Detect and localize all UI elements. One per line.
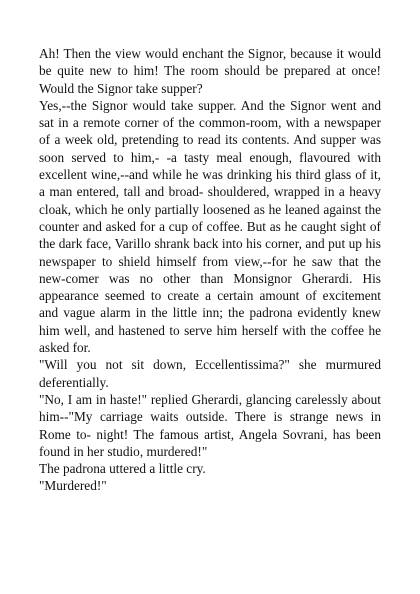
book-page	[39, 45, 381, 495]
paragraph-murdered: "Murdered!"	[39, 478, 107, 494]
paragraph-view-offer: Ah! Then the view would enchant the Signor, because it would be quite new to him! The room should be prepared at once! Would the Signor take supper?	[39, 46, 381, 96]
paragraph-padrona-invites: "Will you not sit down, Eccellentissima?" she murmured deferentially.	[39, 357, 381, 390]
paragraph-supper-gherardi-arrives: Yes,--the Signor would take supper. And the Signor went and sat in a remote corner of the common-room, with a newspaper of a week old, pretending to read its contents. And supper was soon served to him,- -a tasty meal enough, flavoured with excellent wine,--and while he was drinking his third glass of it, a man entered, tall and broad- shouldered, wrapped in a heavy cloak, which he only partially loosened as he leaned against the counter and asked for a cup of coffee. But as he caught sight of the dark face, Varillo shrank back into his corner, and put up his newspaper to shield himself from view,--for he saw that the new-comer was no other than Monsignor Gherardi. His appearance seemed to create a certain amount of excitement and vague alarm in the little inn; the padrona evidently knew him well, and hastened to serve him herself with the coffee he asked for.	[39, 97, 381, 356]
paragraph-gherardi-news: "No, I am in haste!" replied Gherardi, glancing carelessly about him--"My carriage waits outside. There is strange news in Rome to- night! The famous artist, Angela Sovrani, has been found in her studio, murdered!"	[39, 391, 381, 459]
paragraph-padrona-cry: The padrona uttered a little cry.	[39, 461, 206, 477]
